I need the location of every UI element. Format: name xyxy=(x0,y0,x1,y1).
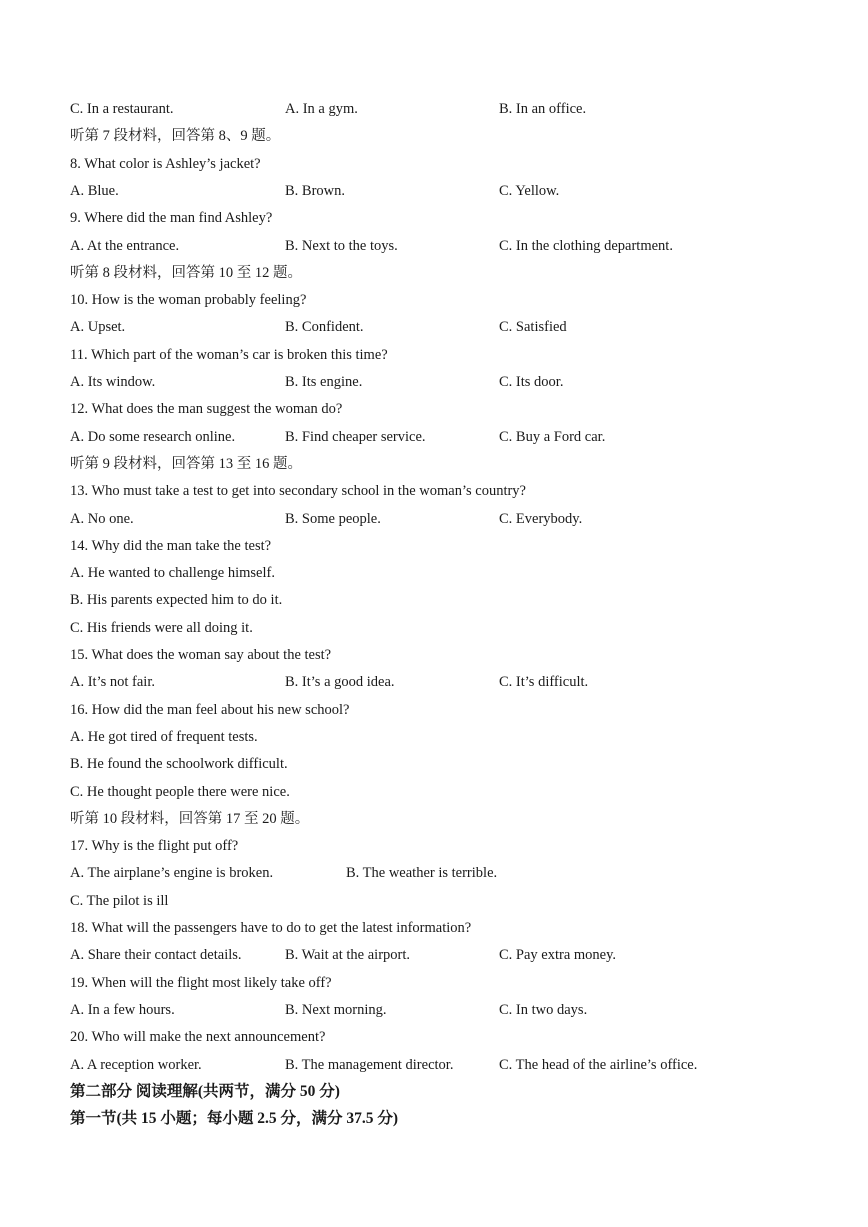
answer-option: A. The airplane’s engine is broken. xyxy=(70,865,274,882)
answer-option: A. In a gym. xyxy=(285,101,358,117)
answer-option: A. At the entrance. xyxy=(70,237,180,254)
question-line: 15. What does the woman say about the test? xyxy=(70,647,332,663)
answer-option: A. It’s not fair. xyxy=(70,674,155,691)
answer-option: A. In a few hours. xyxy=(70,1001,175,1018)
question-line: 13. Who must take a test to get into secondary school in the woman’s country? xyxy=(70,483,526,500)
answer-option: B. The management director. xyxy=(285,1056,454,1073)
question-line: 11. Which part of the woman’s car is broken this time? xyxy=(70,346,388,363)
answer-option: C. It’s difficult. xyxy=(499,674,589,691)
question-line: 16. How did the man feel about his new school? xyxy=(70,701,350,718)
question-line: 20. Who will make the next announcement? xyxy=(70,1029,326,1046)
answer-option: A. Share their contact details. xyxy=(70,947,242,964)
answer-option: B. It’s a good idea. xyxy=(285,674,395,691)
answer-option: B. Its engine. xyxy=(285,374,363,390)
question-line: C. The pilot is ill xyxy=(70,892,169,909)
answer-option: B. Some people. xyxy=(285,510,381,527)
answer-option: A. Upset. xyxy=(70,319,126,336)
answer-option: C. Yellow. xyxy=(499,182,560,199)
question-line: 17. Why is the flight put off? xyxy=(70,838,239,855)
answer-option: B. Wait at the airport. xyxy=(285,947,411,964)
answer-option: C. Buy a Ford car. xyxy=(499,428,606,445)
question-line: 18. What will the passengers have to do to get the latest information? xyxy=(70,920,472,936)
answer-option: B. Next morning. xyxy=(285,1001,387,1018)
question-line: 听第 10 段材料，回答第 17 至 20 题。 xyxy=(70,810,310,827)
answer-option: C. Pay extra money. xyxy=(499,947,617,964)
answer-option: A. A reception worker. xyxy=(70,1056,202,1073)
question-line: 9. Where did the man find Ashley? xyxy=(70,210,273,227)
question-line: 听第 8 段材料，回答第 10 至 12 题。 xyxy=(70,264,302,281)
question-line: 听第 9 段材料，回答第 13 至 16 题。 xyxy=(70,455,302,472)
question-line: 10. How is the woman probably feeling? xyxy=(70,292,307,309)
answer-option: C. Satisfied xyxy=(499,319,567,336)
answer-option: C. The head of the airline’s office. xyxy=(499,1056,698,1073)
answer-option: B. Brown. xyxy=(285,182,346,199)
question-line: 听第 7 段材料，回答第 8、9 题。 xyxy=(70,128,281,145)
answer-option: C. In the clothing department. xyxy=(499,237,673,254)
answer-option: B. In an office. xyxy=(499,101,587,117)
question-line: B. He found the schoolwork difficult. xyxy=(70,756,288,773)
answer-option: B. Confident. xyxy=(285,319,364,336)
answer-option: C. Everybody. xyxy=(499,510,583,527)
answer-option: A. No one. xyxy=(70,510,134,527)
answer-option: A. Do some research online. xyxy=(70,428,236,445)
section-heading: 第二部分 阅读理解(共两节，满分 50 分) xyxy=(70,1082,340,1100)
question-line: 19. When will the flight most likely take off? xyxy=(70,974,332,991)
answer-option: B. Next to the toys. xyxy=(285,237,398,254)
question-line: C. His friends were all doing it. xyxy=(70,619,253,636)
question-line: B. His parents expected him to do it. xyxy=(70,592,283,609)
answer-option: C. In a restaurant. xyxy=(70,101,174,117)
answer-option: A. Its window. xyxy=(70,374,156,390)
answer-option: A. Blue. xyxy=(70,182,119,199)
question-line: A. He wanted to challenge himself. xyxy=(70,565,275,582)
question-line: 14. Why did the man take the test? xyxy=(70,537,272,554)
section-heading: 第一节(共 15 小题；每小题 2.5 分，满分 37.5 分) xyxy=(70,1110,399,1128)
question-line: A. He got tired of frequent tests. xyxy=(70,728,258,745)
question-line: 8. What color is Ashley’s jacket? xyxy=(70,155,261,172)
question-line: C. He thought people there were nice. xyxy=(70,783,290,800)
answer-option: B. The weather is terrible. xyxy=(346,865,498,882)
question-line: 12. What does the man suggest the woman do? xyxy=(70,401,343,418)
answer-option: C. In two days. xyxy=(499,1001,588,1018)
answer-option: C. Its door. xyxy=(499,374,564,390)
answer-option: B. Find cheaper service. xyxy=(285,428,426,445)
